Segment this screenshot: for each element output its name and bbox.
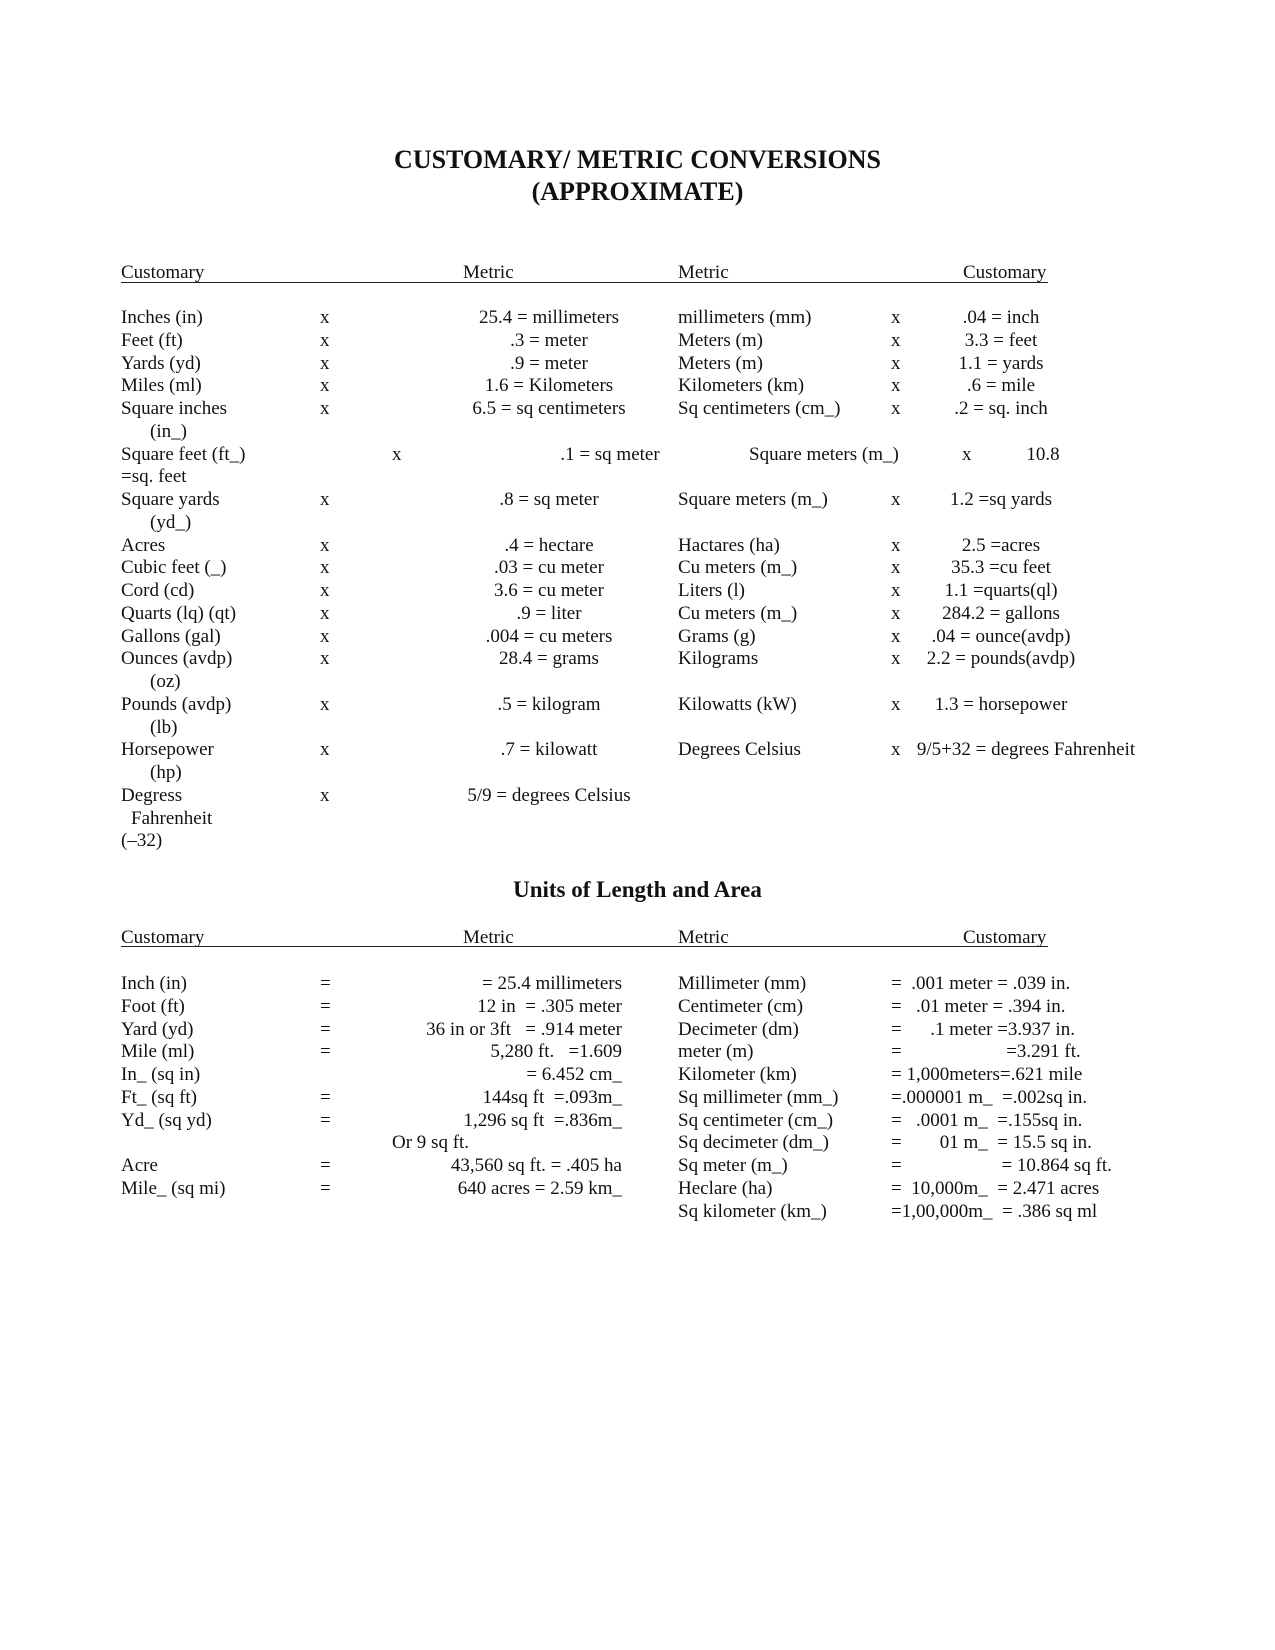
row-13-customary: Quarts (lq) (qt) [121, 602, 237, 624]
row-12-x: x [320, 580, 330, 601]
la-row-8-equals: = [320, 1155, 331, 1176]
row-19-metric-unit: Degrees Celsius [678, 739, 801, 761]
row-16-customary: (oz) [150, 671, 181, 692]
la-row-7-customary-value: = 01 m_ = 15.5 sq in. [891, 1132, 1092, 1154]
row-10-metric-unit: Hactares (ha) [678, 534, 780, 556]
row-4-x: x [320, 398, 330, 419]
row-21-customary: Degress [121, 784, 183, 806]
row-0-metric-unit: millimeters (mm) [678, 307, 812, 328]
row-6-customary-value: 10.8 [1026, 443, 1060, 465]
row-14-x-2: x [891, 625, 901, 647]
row-4-metric-value: 6.5 = sq centimeters [472, 398, 626, 419]
row-8-customary-value: 1.2 =sq yards [949, 489, 1052, 510]
la-row-6-customary: Yd_ (sq yd) [121, 1109, 212, 1131]
row-12-metric-unit: Liters (l) [678, 580, 746, 601]
row-10-customary: Acres [121, 534, 166, 556]
row-23-customary: (–32) [121, 830, 163, 852]
row-19-metric-value: .7 = kilowatt [500, 739, 598, 761]
row-1-customary: Feet (ft) [121, 329, 183, 351]
row-19-customary-value: 9/5+32 = degrees Fahrenheit [916, 739, 1136, 761]
la-row-1-equals: = [320, 995, 331, 1017]
header-metric-3: Metric [463, 927, 514, 948]
row-13-customary-value: 284.2 = gallons [942, 602, 1060, 624]
row-2-metric-value: .9 = meter [510, 352, 588, 374]
row-1-customary-value: 3.3 = feet [964, 329, 1038, 351]
row-2-x: x [320, 352, 330, 374]
row-13-metric-unit: Cu meters (m_) [678, 602, 798, 624]
row-11-customary-value: 35.3 =cu feet [951, 557, 1051, 579]
la-row-8-customary: Acre [121, 1155, 158, 1176]
row-17-customary: Pounds (avdp) [121, 693, 232, 715]
row-12-x-2: x [891, 580, 901, 601]
la-row-7-metric-unit: Sq decimeter (dm_) [678, 1132, 829, 1154]
la-row-9-customary-value: = 10,000m_ = 2.471 acres [891, 1177, 1100, 1199]
row-14-customary-value: .04 = ounce(avdp) [931, 625, 1071, 647]
row-2-x-2: x [891, 352, 901, 374]
row-10-x-2: x [891, 534, 901, 556]
row-5-customary: (in_) [150, 420, 187, 442]
la-row-8-customary-value: = = 10.864 sq ft. [891, 1155, 1112, 1176]
row-17-x-2: x [891, 693, 901, 715]
row-3-x-2: x [891, 375, 901, 397]
row-19-x-2: x [891, 739, 901, 761]
row-12-customary: Cord (cd) [121, 580, 195, 601]
section-title: Units of Length and Area [513, 877, 762, 902]
page-title-line-2: (APPROXIMATE) [531, 177, 744, 206]
row-6-metric-unit: Square meters (m_) [749, 443, 899, 465]
row-17-x: x [320, 693, 330, 715]
la-row-1-metric-unit: Centimeter (cm) [678, 995, 804, 1017]
row-17-metric-unit: Kilowatts (kW) [678, 693, 797, 715]
row-2-customary-value: 1.1 = yards [958, 352, 1044, 374]
row-14-metric-unit: Grams (g) [678, 625, 756, 647]
la-row-1-metric: 12 in = .305 meter [477, 995, 622, 1017]
la-row-9-metric-unit: Heclare (ha) [678, 1177, 773, 1199]
row-17-metric-value: .5 = kilogram [497, 693, 601, 715]
la-row-8-metric-unit: Sq meter (m_) [678, 1155, 788, 1176]
la-row-6-customary-value: = .0001 m_ =.155sq in. [891, 1109, 1083, 1131]
row-21-metric-value: 5/9 = degrees Celsius [467, 784, 631, 806]
row-15-x: x [320, 648, 330, 670]
la-row-4-customary-value: = 1,000meters=.621 mile [891, 1064, 1083, 1085]
row-20-customary: (hp) [150, 762, 182, 783]
row-10-x: x [320, 534, 330, 556]
la-row-4-metric-unit: Kilometer (km) [678, 1064, 797, 1085]
la-row-3-equals: = [320, 1041, 331, 1063]
row-2-customary: Yards (yd) [121, 352, 201, 374]
row-1-x-2: x [891, 329, 901, 351]
row-8-metric-value: .8 = sq meter [499, 489, 599, 510]
row-14-customary: Gallons (gal) [121, 625, 221, 647]
la-row-5-customary-value: =.000001 m_ =.002sq in. [891, 1086, 1088, 1108]
la-row-4-metric: = 6.452 cm_ [526, 1064, 622, 1085]
row-0-customary-value: .04 = inch [962, 307, 1040, 328]
row-11-customary: Cubic feet (_) [121, 557, 227, 579]
row-21-x: x [320, 784, 330, 806]
header-metric: Metric [463, 262, 514, 283]
row-10-customary-value: 2.5 =acres [961, 534, 1041, 556]
la-row-5-metric: 144sq ft =.093m_ [482, 1086, 622, 1108]
row-0-x: x [320, 307, 330, 328]
header-rule-2 [121, 946, 1048, 947]
row-3-customary-value: .6 = mile [966, 375, 1036, 397]
header-customary-4: Customary [963, 927, 1047, 948]
row-1-x: x [320, 329, 330, 351]
row-4-customary-value: .2 = sq. inch [954, 398, 1048, 419]
row-19-x: x [320, 739, 330, 761]
la-row-5-equals: = [320, 1086, 331, 1108]
row-8-x-2: x [891, 489, 901, 510]
header-customary-2: Customary [963, 262, 1047, 283]
la-row-10-metric-unit: Sq kilometer (km_) [678, 1200, 827, 1222]
la-row-5-metric-unit: Sq millimeter (mm_) [678, 1086, 839, 1108]
la-row-0-customary-value: = .001 meter = .039 in. [891, 973, 1071, 994]
la-row-2-customary-value: = .1 meter =3.937 in. [891, 1018, 1075, 1040]
la-row-2-equals: = [320, 1018, 331, 1040]
la-row-6-equals: = [320, 1109, 331, 1131]
row-6-customary: Square feet (ft_) [121, 443, 246, 465]
row-4-metric-unit: Sq centimeters (cm_) [678, 398, 841, 419]
header-rule [121, 282, 1048, 283]
row-13-x: x [320, 602, 330, 624]
row-7-customary: =sq. feet [121, 466, 187, 488]
la-row-2-metric: 36 in or 3ft = .914 meter [426, 1018, 622, 1040]
row-4-customary: Square inches [121, 398, 228, 419]
la-row-0-equals: = [320, 973, 331, 994]
row-11-metric-unit: Cu meters (m_) [678, 557, 798, 579]
header-metric-2: Metric [678, 262, 729, 283]
row-11-x: x [320, 557, 330, 579]
row-12-customary-value: 1.1 =quarts(ql) [944, 580, 1058, 601]
la-row-2-metric-unit: Decimeter (dm) [678, 1018, 799, 1040]
row-0-customary: Inches (in) [121, 307, 203, 328]
la-row-2-customary: Yard (yd) [121, 1018, 194, 1040]
row-11-x-2: x [891, 557, 901, 579]
row-14-metric-value: .004 = cu meters [485, 625, 613, 647]
row-18-customary: (lb) [150, 716, 178, 738]
la-row-3-metric: 5,280 ft. =1.609 [490, 1041, 622, 1063]
row-12-metric-value: 3.6 = cu meter [494, 580, 604, 601]
la-row-0-metric-unit: Millimeter (mm) [678, 973, 807, 994]
la-row-1-customary: Foot (ft) [121, 995, 185, 1017]
la-row-5-customary: Ft_ (sq ft) [121, 1086, 197, 1108]
la-row-3-customary: Mile (ml) [121, 1041, 195, 1063]
row-22-customary: Fahrenheit [131, 807, 213, 829]
row-15-x-2: x [891, 648, 901, 670]
la-row-0-metric: = 25.4 millimeters [481, 973, 622, 994]
page-title-line-1: CUSTOMARY/ METRIC CONVERSIONS [394, 145, 881, 174]
row-3-x: x [320, 375, 330, 397]
row-0-metric-value: 25.4 = millimeters [478, 307, 619, 328]
row-6-metric-value: .1 = sq meter [560, 443, 660, 465]
la-row-3-customary-value: = =3.291 ft. [891, 1041, 1081, 1063]
la-row-3-metric-unit: meter (m) [678, 1041, 754, 1063]
row-13-x-2: x [891, 602, 901, 624]
row-3-metric-value: 1.6 = Kilometers [484, 375, 614, 397]
row-8-customary: Square yards [121, 489, 220, 510]
row-13-metric-value: .9 = liter [516, 602, 582, 624]
row-11-metric-value: .03 = cu meter [494, 557, 604, 579]
row-15-customary-value: 2.2 = pounds(avdp) [926, 648, 1076, 670]
header-customary: Customary [121, 262, 205, 283]
row-14-x: x [320, 625, 330, 647]
row-3-metric-unit: Kilometers (km) [678, 375, 805, 397]
la-row-0-customary: Inch (in) [121, 973, 187, 994]
row-1-metric-value: .3 = meter [510, 329, 588, 351]
row-9-customary: (yd_) [150, 511, 192, 533]
row-17-customary-value: 1.3 = horsepower [934, 693, 1068, 715]
la-row-6-metric: 1,296 sq ft =.836m_ [463, 1109, 622, 1131]
header-metric-4: Metric [678, 927, 729, 948]
row-1-metric-unit: Meters (m) [678, 329, 763, 351]
la-row-8-metric: 43,560 sq ft. = .405 ha [450, 1155, 622, 1176]
row-8-x: x [320, 489, 330, 510]
row-6-x-2: x [962, 443, 972, 465]
row-0-x-2: x [891, 307, 901, 328]
row-2-metric-unit: Meters (m) [678, 352, 763, 374]
la-row-4-customary: In_ (sq in) [121, 1064, 201, 1085]
row-8-metric-unit: Square meters (m_) [678, 489, 828, 510]
la-row-9-metric: 640 acres = 2.59 km_ [457, 1177, 622, 1199]
la-row-6-metric-unit: Sq centimeter (cm_) [678, 1109, 834, 1131]
la-row-1-customary-value: = .01 meter = .394 in. [891, 995, 1066, 1017]
row-10-metric-value: .4 = hectare [504, 534, 594, 556]
row-4-x-2: x [891, 398, 901, 419]
header-customary-3: Customary [121, 927, 205, 948]
la-row-7-metric: Or 9 sq ft. [392, 1132, 470, 1154]
row-15-customary: Ounces (avdp) [121, 648, 233, 670]
la-row-10-customary-value: =1,00,000m_ = .386 sq ml [891, 1200, 1098, 1222]
row-19-customary: Horsepower [121, 739, 214, 761]
row-15-metric-value: 28.4 = grams [499, 648, 599, 670]
row-3-customary: Miles (ml) [121, 375, 202, 397]
row-6-x: x [392, 443, 402, 465]
la-row-9-equals: = [320, 1177, 331, 1199]
row-15-metric-unit: Kilograms [678, 648, 759, 670]
la-row-9-customary: Mile_ (sq mi) [121, 1177, 226, 1199]
